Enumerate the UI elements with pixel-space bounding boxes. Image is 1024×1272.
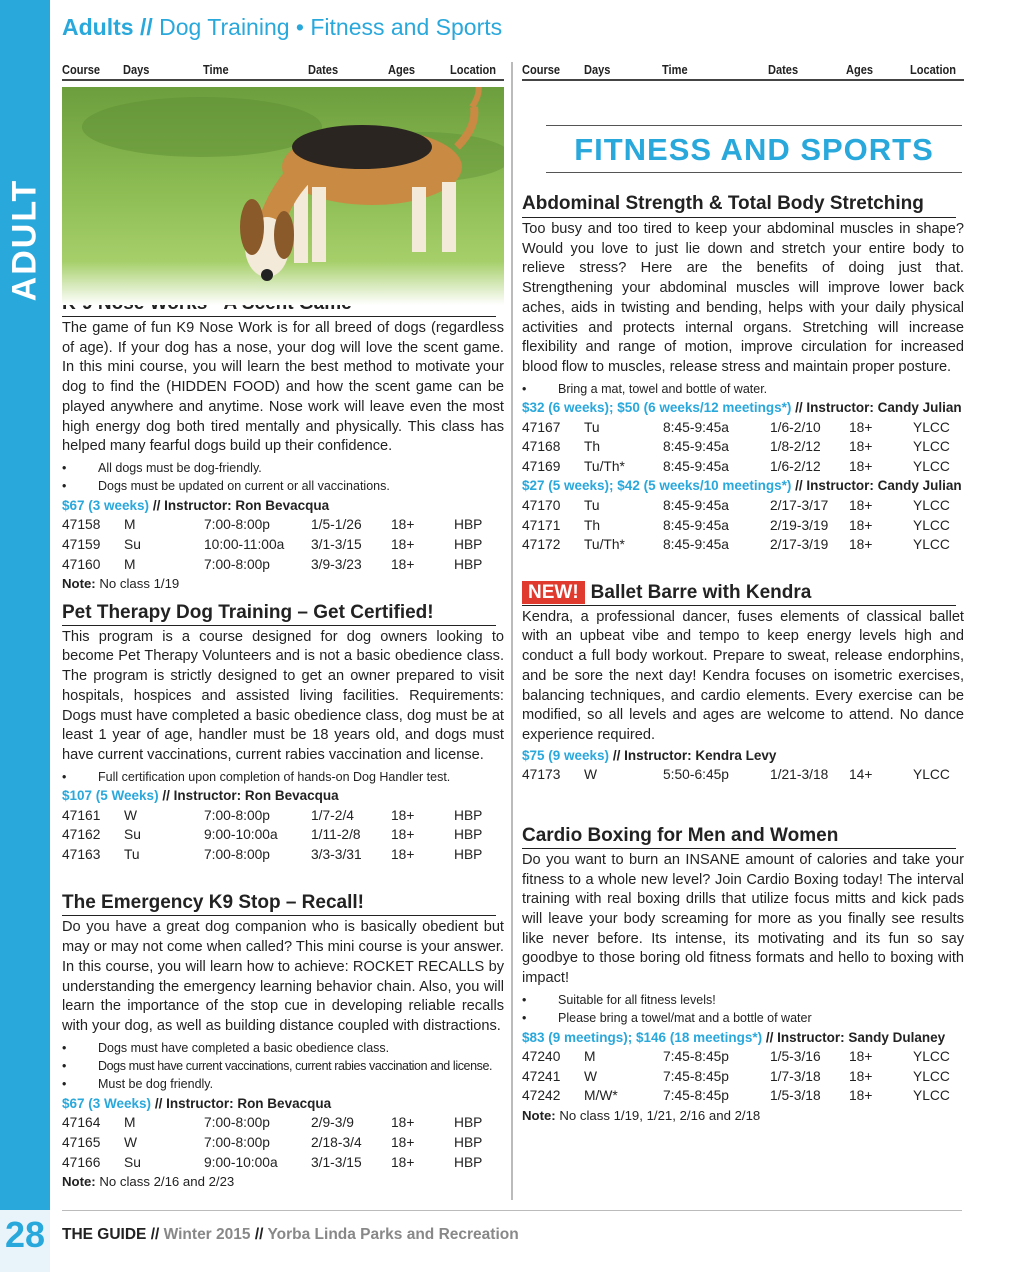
cell-location: YLCC [913,458,950,474]
table-row [62,535,504,555]
section-tab [4,160,46,320]
cell-course: 47169 [522,458,561,474]
cell-days: M [124,1115,136,1131]
course-description: Do you want to burn an INSANE amount of calories and take your fitness to a whole new level? Join Cardio Boxing today! The interval training with real boxing drills that utilize focus mitts and kick pads will leave your body screaming for more as you finally see results like never before. Its intense, its motivating and its fun so say goodbye to those boring old fitness formats and hello to boxing with impact! [522,851,964,987]
table-row [522,418,964,438]
price-line [522,476,964,496]
cell-days: Th [584,439,601,455]
section-tab-label: ADULT [5,178,44,302]
cell-ages: 18+ [849,498,873,513]
cell-days: M/W* [584,1088,618,1104]
course-description: Too busy and too tired to keep your abdominal muscles in shape? Would you love to just lie down and stretch your entire body to relieve stress? Here are the benefits of doing just that. Strengthening your abdominal muscles will improve lower back aches, aids in twisting and bending, helps with your daily physical activities and protects internal organs. Stretching will increase flexibility and range of motion, improve circulation for increased blood flow to muscles, release stress and maintain proper posture. [522,221,964,375]
header-dates: Dates [308,62,339,77]
table-row [62,1113,504,1133]
cell-ages: 18+ [391,1154,415,1170]
course-price: $67 (3 weeks) [62,497,150,513]
header-dates: Dates [767,62,799,77]
cell-time: 9:00-10:00a [204,1154,278,1170]
beagle-illustration [62,87,504,305]
cell-location: YLCC [913,767,950,783]
instructor: // Instructor: Ron Bevacqua [151,1095,332,1111]
course-bullets [522,380,964,398]
column-headers [522,62,964,81]
cell-location: HBP [454,1115,483,1131]
cell-days: W [124,807,138,823]
cell-time: 7:45-8:45p [663,1068,729,1084]
footer-rule [62,1210,962,1211]
header-location: Location [909,62,956,77]
header-course: Course [522,62,561,77]
schedule-table [62,515,504,574]
cell-location: YLCC [913,439,950,455]
cell-course: 47166 [62,1154,101,1170]
course-price: $83 (9 meetings); $146 (18 meetings*) [522,1029,763,1045]
footer-org: Yorba Linda Parks and Recreation [263,1226,519,1243]
cell-course: 47158 [62,517,101,533]
cell-days: Tu [124,846,140,862]
note-text: No class 1/19, 1/21, 2/16 and 2/18 [555,1108,761,1123]
cell-dates: 1/7-2/4 [311,807,354,823]
cell-time: 5:50-6:45p [663,767,729,783]
cell-dates: 3/3-3/31 [311,846,362,862]
new-badge: NEW! [522,581,585,604]
page-number: 28 [0,1210,50,1272]
instructor: // Instructor: Ron Bevacqua [149,497,330,513]
header-course: Course [62,62,101,77]
cell-ages: 18+ [391,536,415,552]
cell-location: YLCC [913,419,950,435]
note-label: Note: [62,1174,96,1190]
cell-ages: 18+ [391,827,415,843]
table-row [62,1153,504,1173]
cell-location: YLCC [913,537,950,553]
footer-guide: THE GUIDE // [62,1226,160,1243]
cell-time: 7:00-8:00p [204,517,270,533]
cell-location: HBP [454,536,483,552]
cell-location: HBP [454,517,483,533]
course-note [62,574,504,594]
table-row [522,535,964,555]
cell-time: 7:00-8:00p [204,1135,270,1151]
cell-time: 7:45-8:45p [663,1049,729,1065]
bullet-item: • All dogs must be dog-friendly. [62,459,504,477]
cell-location: HBP [454,1135,483,1151]
price-line [62,496,504,516]
cell-course: 47168 [522,439,561,455]
cell-days: M [124,556,136,572]
cell-time: 8:45-9:45a [663,439,729,455]
cell-location: HBP [454,807,483,823]
cell-location: HBP [454,827,483,843]
cell-time: 7:00-8:00p [204,556,270,572]
cell-ages: 18+ [391,556,415,572]
cell-ages: 18+ [391,846,415,862]
footer-season: Winter 2015 [159,1226,255,1243]
cell-dates: 1/5-1/26 [311,517,362,533]
instructor: // Instructor: Candy Julian [791,400,962,416]
cell-dates: 1/5-3/16 [770,1049,821,1065]
cell-days: Tu [584,419,600,435]
course-bullets [62,1039,504,1094]
cell-time: 10:00-11:00a [204,536,285,552]
cell-time: 7:00-8:00p [204,807,270,823]
cell-time: 8:45-9:45a [663,458,729,474]
cell-dates: 2/19-3/19 [770,517,829,533]
course-title [522,581,956,606]
instructor: // Instructor: Sandy Dulaney [762,1029,946,1045]
cell-dates: 1/6-2/12 [770,458,821,474]
cell-ages: 18+ [849,517,873,533]
course-description: Kendra, a professional dancer, fuses elements of classical ballet with an upbeat vibe and tempo to keep energy levels high and conduct a full body workout. Prepare to sweat, release endorphins, and be sore the next day! Kendra focuses on isometric exercises, balancing techniques, and cardio elements. Every exercise can be modified, so all levels and ages are welcome to attend. No dance experience required. [522,608,964,743]
cell-days: W [124,1135,138,1151]
schedule-table [522,496,964,555]
table-row [62,845,504,865]
schedule-table [522,418,964,477]
page-header [62,14,502,41]
bullet-item: • Dogs must have current vaccinations, current rabies vaccination and license. [62,1057,504,1075]
cell-days: W [584,767,598,783]
footer-separator: // [254,1226,264,1243]
cell-location: HBP [454,846,483,862]
note-label: Note: [522,1108,556,1123]
cell-location: YLCC [913,498,950,513]
cell-time: 8:45-9:45a [663,537,729,553]
header-ages: Ages [387,62,415,77]
cell-dates: 1/6-2/10 [770,419,821,435]
bullet-item: • Dogs must have completed a basic obedience class. [62,1039,504,1057]
cell-ages: 18+ [849,458,873,474]
course-bullets [62,459,504,496]
schedule-table [62,1113,504,1172]
cell-time: 8:45-9:45a [663,517,729,533]
cell-dates: 3/1-3/15 [311,536,362,552]
cell-course: 47165 [62,1135,101,1151]
cell-days: Tu/Th* [584,458,625,474]
cell-course: 47160 [62,556,101,572]
cell-ages: 18+ [849,537,873,553]
course-price: $107 (5 Weeks) [62,788,159,804]
cell-dates: 2/9-3/9 [311,1115,354,1131]
beagle-photo [62,87,504,305]
price-line [522,746,964,766]
cell-ages: 18+ [391,517,415,533]
cell-ages: 18+ [849,1049,873,1065]
course-title: Cardio Boxing for Men and Women [522,825,956,849]
right-column [522,62,964,1126]
cell-days: M [124,517,136,533]
cell-course: 47171 [522,517,561,533]
cell-location: YLCC [913,1088,950,1104]
cell-course: 47172 [522,537,561,553]
header-location: Location [449,62,496,77]
course-description: Do you have a great dog companion who is basically obedient but may or may not come when called? This mini course is your answer. In this course, you will learn how to achieve: ROCKET RECALLS by understanding the emergency learning behavior chain. Also, you will learn the importance of the stop cue in developing reliable recalls with your dog, as well as building distance coupled with distractions. [62,919,504,1034]
table-row [522,516,964,536]
cell-time: 8:45-9:45a [663,419,729,435]
cell-course: 47242 [522,1088,561,1104]
cell-dates: 1/11-2/8 [311,827,361,843]
table-row [62,806,504,826]
header-days: Days [123,62,150,77]
cell-days: W [584,1068,598,1084]
cell-dates: 1/8-2/12 [770,439,821,455]
cell-days: Su [124,1154,141,1170]
course-price: $75 (9 weeks) [522,747,610,763]
table-row [522,1086,964,1106]
cell-days: Tu/Th* [584,537,625,553]
bullet-item: • Bring a mat, towel and bottle of water. [522,380,964,398]
cell-time: 7:00-8:00p [204,846,270,862]
table-row [62,1133,504,1153]
cell-time: 7:00-8:00p [204,1115,270,1131]
cell-dates: 1/7-3/18 [770,1068,821,1084]
course-description: The game of fun K9 Nose Work is for all breed of dogs (regardless of age). If your dog has a nose, your dog will love the scent game. In this mini course, you will learn the best method to motivate your dog to find the (HIDDEN FOOD) and how the scent game can be played anywhere and anytime. Nose work will leave even the most high energy dog both tired mentally and physically. This class has helped many fearful dogs build up their confidence. [62,320,504,455]
cell-dates: 3/1-3/15 [311,1154,362,1170]
schedule-table [522,765,964,785]
instructor: // Instructor: Ron Bevacqua [158,788,339,804]
cell-days: Su [124,827,141,843]
course-note [522,1106,964,1126]
table-row [522,437,964,457]
instructor: // Instructor: Candy Julian [791,478,962,494]
left-column [62,62,504,1192]
bullet-item: • Suitable for all fitness levels! [522,991,964,1009]
table-row [522,496,964,516]
bullet-item: • Must be dog friendly. [62,1075,504,1093]
cell-dates: 2/18-3/4 [311,1135,362,1151]
header-category: Adults // [62,14,153,40]
table-row [522,1067,964,1087]
schedule-table [522,1047,964,1106]
cell-dates: 1/5-3/18 [770,1088,821,1104]
cell-course: 47241 [522,1068,561,1084]
course-note [62,1172,504,1192]
cell-course: 47163 [62,846,101,862]
cell-days: Th [584,517,601,533]
cell-ages: 18+ [391,807,415,823]
course-title: The Emergency K9 Stop – Recall! [62,892,496,916]
section-title: FITNESS AND SPORTS [546,125,962,173]
cell-time: 9:00-10:00a [204,827,278,843]
cell-dates: 2/17-3/19 [770,537,829,553]
header-time: Time [202,62,229,77]
table-row [62,515,504,535]
cell-course: 47162 [62,827,101,843]
cell-dates: 2/17-3/17 [770,498,829,513]
cell-ages: 18+ [391,1115,415,1131]
header-topics: Dog Training • Fitness and Sports [152,14,503,40]
price-line [62,1094,504,1114]
cell-ages: 18+ [849,1088,873,1104]
table-row [522,765,964,785]
table-row [62,825,504,845]
table-row [522,457,964,477]
header-ages: Ages [846,62,874,77]
header-days: Days [583,62,610,77]
cell-days: Tu [584,498,600,513]
cell-ages: 18+ [849,419,873,435]
cell-course: 47164 [62,1115,101,1131]
cell-course: 47161 [62,807,101,823]
course-bullets [62,768,504,786]
cell-course: 47173 [522,767,561,783]
cell-ages: 18+ [391,1135,415,1151]
cell-ages: 18+ [849,1068,873,1084]
course-title-text: Ballet Barre with Kendra [590,581,812,603]
course-price: $32 (6 weeks); $50 (6 weeks/12 meetings*) [522,400,792,416]
note-text: No class 2/16 and 2/23 [95,1174,235,1190]
instructor: // Instructor: Kendra Levy [609,747,777,763]
cell-location: HBP [454,1154,483,1170]
bullet-item: • Dogs must be updated on current or all vaccinations. [62,477,504,495]
cell-days: M [584,1049,596,1065]
course-price: $27 (5 weeks); $42 (5 weeks/10 meetings*) [522,478,792,494]
note-text: No class 1/19 [95,576,180,592]
header-time: Time [661,62,688,77]
table-row [522,1047,964,1067]
cell-course: 47159 [62,536,101,552]
course-title: Abdominal Strength & Total Body Stretching [522,191,956,218]
column-headers [62,62,504,81]
page-footer [62,1226,519,1244]
cell-location: HBP [454,556,483,572]
cell-location: YLCC [913,517,950,533]
cell-course: 47167 [522,419,561,435]
course-description: This program is a course designed for dog owners looking to become Pet Therapy Volunteers and is not a basic obedience class. The program is strictly designed to get an owner prepared to visit hospitals, hospices and assisted living facilities. Requirements: Dogs must have completed a basic obedience class, dog must be at least 1 year of age, handler must be 18 years old, and dogs must have current vaccinations, current rabies vaccination and license. [62,628,504,763]
cell-ages: 18+ [849,439,873,455]
table-row [62,555,504,575]
cell-course: 47170 [522,498,561,513]
cell-dates: 3/9-3/23 [311,556,362,572]
cell-time: 7:45-8:45p [663,1088,729,1104]
price-line [62,786,504,806]
schedule-table [62,806,504,865]
course-price: $67 (3 Weeks) [62,1095,152,1111]
cell-ages: 14+ [849,767,873,783]
price-line [522,1028,964,1048]
cell-course: 47240 [522,1049,561,1065]
bullet-item: • Full certification upon completion of hands-on Dog Handler test. [62,768,504,786]
course-bullets [522,991,964,1028]
course-title: Pet Therapy Dog Training – Get Certified! [62,602,496,626]
cell-time: 8:45-9:45a [663,498,729,513]
note-label: Note: [62,576,96,592]
cell-location: YLCC [913,1049,950,1065]
cell-location: YLCC [913,1068,950,1084]
price-line [522,398,964,418]
column-divider [511,62,513,1200]
cell-days: Su [124,536,141,552]
cell-dates: 1/21-3/18 [770,767,829,783]
sidebar [0,0,50,1272]
bullet-item: • Please bring a towel/mat and a bottle of water [522,1009,964,1027]
